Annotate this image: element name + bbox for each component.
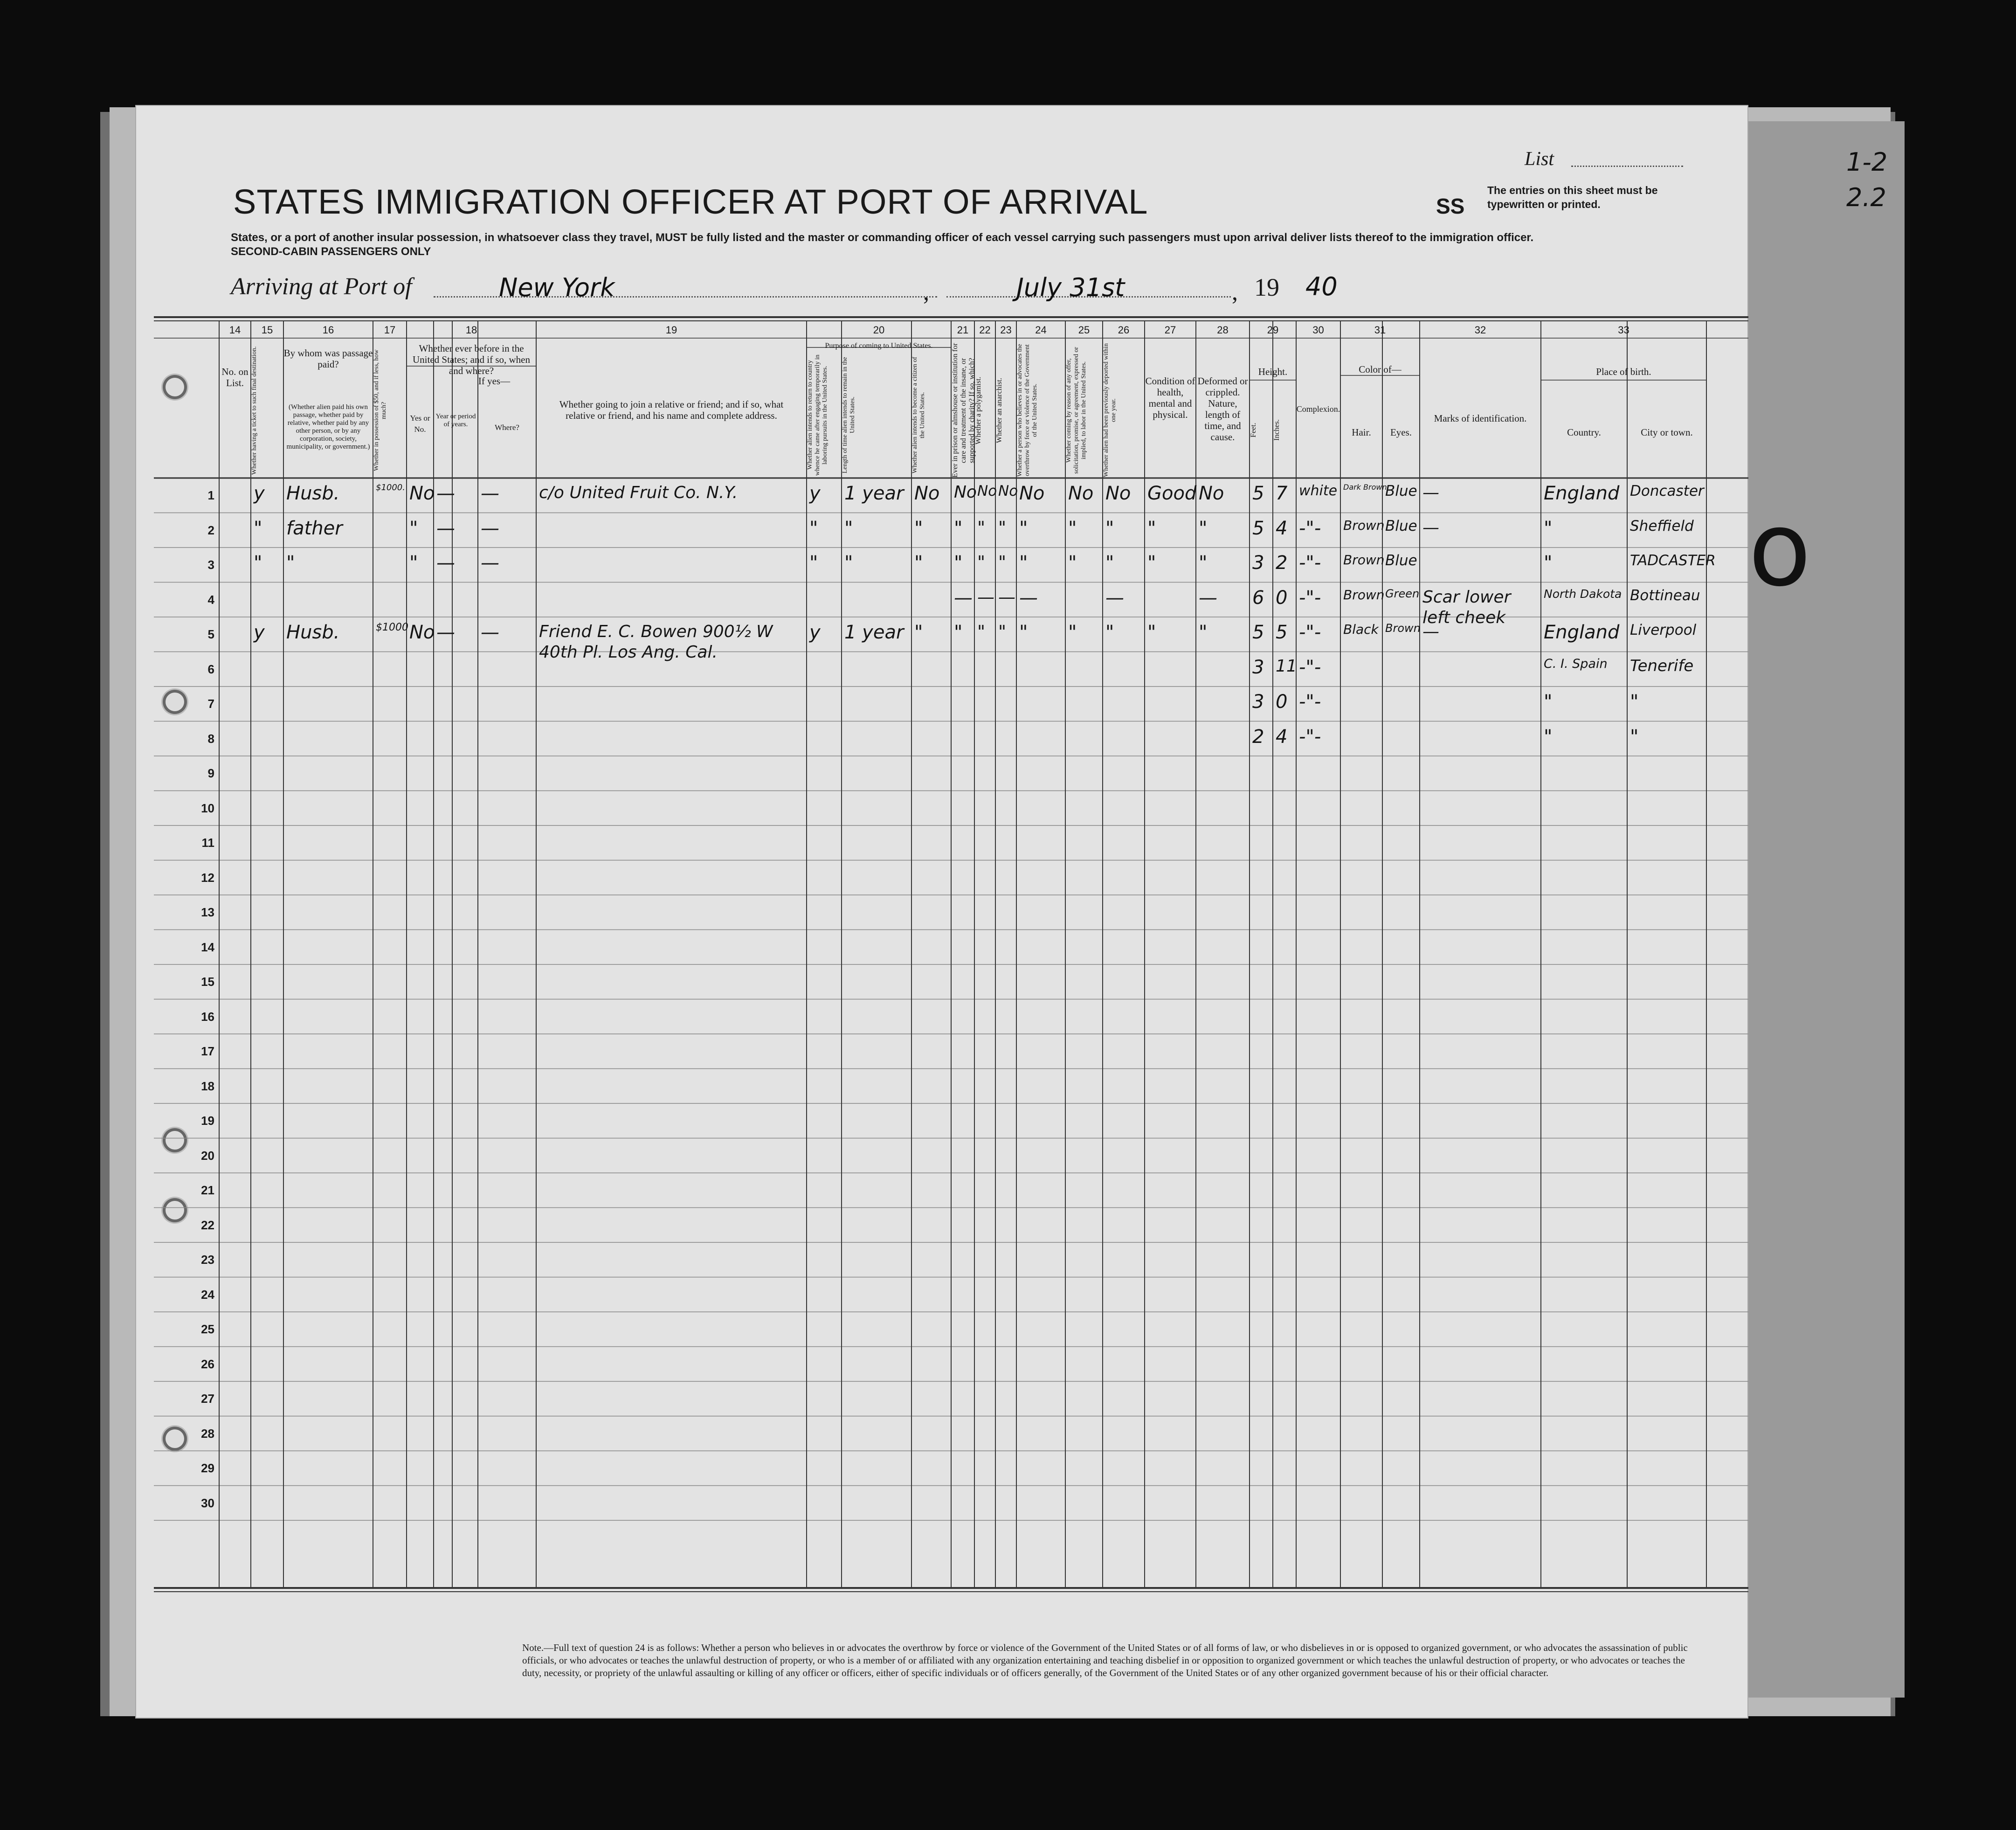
cell-ft: 5	[1252, 622, 1264, 643]
cell-p1: "	[809, 517, 818, 539]
cell-eyes: Blue	[1385, 552, 1417, 569]
header-polygamist: Whether a polygamist.	[974, 376, 982, 444]
cell-before: No	[409, 622, 435, 643]
row-number: 30	[201, 1496, 214, 1510]
cell-paid: father	[286, 517, 343, 539]
manifest-sheet	[135, 105, 1748, 1719]
cell-comp: -"-	[1299, 622, 1321, 643]
cell-c24: No	[1019, 483, 1045, 504]
list-label: List	[1525, 148, 1554, 170]
cell-c26: "	[1105, 517, 1114, 539]
cell-cond: "	[1147, 622, 1156, 643]
cell-eyes: Blue	[1385, 483, 1417, 499]
row-number: 26	[201, 1357, 214, 1371]
edge-handwritten-number: 1-2 2.2	[1846, 147, 1888, 212]
header-col24: Whether a person who believes in or advocates the overthrow by force or violence of the Government of the United States.	[1016, 344, 1038, 477]
row-number: 7	[207, 697, 214, 711]
column-number: 21	[957, 324, 969, 336]
row-number: 28	[201, 1426, 214, 1441]
cell-marks: —	[1422, 483, 1439, 502]
header-col21: Ever in prison or almshouse or institution for care and treatment of the insane, or supported by charity? If so, which?	[951, 343, 976, 478]
cell-ticket: y	[254, 622, 265, 643]
edge-handwritten-letter: o	[1748, 490, 1811, 609]
cell-ft: 5	[1252, 483, 1264, 504]
column-number: 24	[1035, 324, 1047, 336]
cell-c23: "	[998, 622, 1007, 642]
cell-city: Liverpool	[1630, 622, 1697, 638]
cell-c26: —	[1105, 587, 1124, 609]
date-value: July 31st	[1016, 273, 1125, 302]
cell-before: "	[409, 517, 418, 539]
cell-money: $1000	[376, 622, 408, 633]
row-number: 22	[201, 1218, 214, 1232]
header-height: Height.	[1258, 366, 1288, 377]
cell-c22: "	[977, 517, 986, 538]
header-deformed: Deformed or crippled. Nature, length of time, and cause.	[1197, 375, 1248, 443]
cell-paid: Husb.	[286, 622, 340, 643]
cell-country: England	[1544, 483, 1620, 504]
cell-cond: "	[1147, 517, 1156, 539]
cell-c24: "	[1019, 552, 1028, 574]
header-condition: Condition of health, mental and physical.	[1145, 375, 1195, 420]
cell-where: —	[481, 483, 499, 504]
cell-p2: 1 year	[844, 622, 904, 643]
cell-yr: —	[436, 517, 455, 539]
cell-comp: -"-	[1299, 517, 1321, 539]
row-number: 21	[201, 1183, 214, 1197]
cell-ft: 6	[1252, 587, 1264, 609]
cell-c21: "	[954, 552, 963, 574]
cell-p2: "	[844, 517, 853, 539]
cell-comp: white	[1299, 483, 1338, 499]
cell-p3: "	[914, 622, 923, 643]
cell-c26: No	[1105, 483, 1131, 504]
entries-note: The entries on this sheet must be typewritten or printed.	[1487, 184, 1658, 210]
second-cabin-label: SECOND-CABIN PASSENGERS ONLY	[231, 245, 431, 258]
cell-where: —	[481, 552, 499, 574]
cell-c23: "	[998, 552, 1007, 572]
column-number: 31	[1374, 324, 1386, 336]
column-number: 26	[1118, 324, 1130, 336]
cell-eyes: Green	[1385, 587, 1420, 600]
cell-in: 4	[1276, 726, 1288, 748]
header-ticket: Whether having a ticket to such final destination.	[251, 346, 258, 475]
comma: ,	[923, 279, 929, 305]
cell-p3: "	[914, 517, 923, 539]
header-purpose-1: Whether alien intends to return to country whence he came after engaging temporarily in laboring pursuits in the United States.	[807, 354, 828, 476]
cell-ft: 5	[1252, 517, 1264, 539]
cell-def: —	[1199, 587, 1217, 609]
cell-in: 7	[1276, 483, 1288, 504]
cell-c22: No	[977, 483, 997, 499]
cell-marks: —	[1422, 518, 1439, 537]
cell-city: Doncaster	[1630, 483, 1704, 499]
column-number: 14	[229, 324, 241, 336]
header-feet: Feet.	[1250, 423, 1257, 438]
cell-city: Bottineau	[1630, 587, 1700, 604]
column-number: 25	[1078, 324, 1090, 336]
cell-p1: "	[809, 552, 818, 574]
cell-ft: 3	[1252, 552, 1264, 574]
cell-in: 0	[1276, 691, 1288, 713]
column-number: 27	[1164, 324, 1176, 336]
cell-comp: -"-	[1299, 726, 1321, 748]
right-underlying-sheet	[1744, 121, 1905, 1698]
cell-money: $1000.	[376, 483, 405, 492]
cell-c23: No	[998, 483, 1018, 499]
row-number: 27	[201, 1392, 214, 1406]
cell-country: England	[1544, 622, 1620, 643]
row-number: 8	[207, 731, 214, 746]
cell-yr: —	[436, 483, 455, 504]
cell-c21: No	[954, 483, 977, 502]
cell-country: "	[1544, 517, 1553, 539]
cell-p1: y	[809, 622, 821, 643]
header-anarchist: Whether an anarchist.	[995, 378, 1003, 443]
column-number: 19	[665, 324, 677, 336]
row-number: 20	[201, 1148, 214, 1163]
cell-country: "	[1544, 726, 1553, 748]
row-number: 5	[207, 627, 214, 641]
cell-c25: "	[1068, 517, 1077, 539]
cell-comp: -"-	[1299, 587, 1321, 609]
arriving-label: Arriving at Port of	[231, 273, 412, 300]
cell-in: 11	[1276, 656, 1297, 676]
cell-eyes: Brown	[1385, 622, 1421, 635]
header-year-period: Year or period of years.	[435, 413, 476, 428]
header-hair: Hair.	[1352, 427, 1371, 438]
cell-c21: "	[954, 517, 963, 539]
row-number: 2	[207, 523, 214, 537]
cell-c26: "	[1105, 622, 1114, 643]
row-number: 1	[207, 488, 214, 502]
header-col26: Whether alien had been previously deported within one year.	[1103, 343, 1117, 478]
header-purpose: Purpose of coming to United States.	[825, 342, 933, 350]
cell-c25: "	[1068, 552, 1077, 574]
cell-city: "	[1630, 691, 1639, 713]
cell-eyes: Blue	[1385, 517, 1417, 534]
header-relative: Whether going to join a relative or friend; and if so, what relative or friend, and his name and complete address.	[559, 399, 784, 421]
cell-where: —	[481, 622, 499, 643]
column-number: 28	[1217, 324, 1229, 336]
row-number: 25	[201, 1322, 214, 1336]
cell-p3: "	[914, 552, 923, 574]
header-marks: Marks of identification.	[1434, 413, 1527, 424]
cell-p2: "	[844, 552, 853, 574]
cell-in: 2	[1276, 552, 1288, 574]
column-number: 22	[979, 324, 991, 336]
cell-before: No	[409, 483, 435, 504]
row-number: 13	[201, 905, 214, 919]
row-number: 3	[207, 558, 214, 572]
header-passage-paid: By whom was passage paid?	[283, 347, 373, 370]
header-color-of: Color of—	[1359, 364, 1402, 375]
header-col25: Whether coming by reason of any offer, solicitation, promise, or agreement, expressed or implied, to labor in the United States.	[1065, 347, 1087, 474]
ss-mark: SS	[1436, 194, 1465, 218]
cell-ticket: "	[254, 552, 262, 574]
cell-before: "	[409, 552, 418, 574]
header-where: Where?	[495, 423, 519, 432]
row-number: 11	[201, 836, 214, 850]
column-number: 15	[261, 324, 273, 336]
cell-c22: "	[977, 622, 986, 642]
cell-yr: —	[436, 622, 455, 643]
cell-hair: Dark Brown	[1343, 483, 1387, 492]
cell-ft: 3	[1252, 691, 1264, 713]
instructions-text: States, or a port of another insular possession, in whatsoever class they travel, MUST be fully listed and the master or commanding officer of each vessel carrying such passengers must upon arrival deliver lists thereof to the immigration officer.	[231, 231, 1534, 244]
cell-comp: -"-	[1299, 656, 1321, 678]
cell-in: 0	[1276, 587, 1288, 609]
row-number: 23	[201, 1253, 214, 1267]
header-money: Whether in possession of $50, and if less, how much?	[373, 349, 387, 471]
row-number: 18	[201, 1079, 214, 1093]
cell-country: "	[1544, 691, 1553, 713]
header-eyes: Eyes.	[1390, 427, 1412, 438]
cell-marks: Scar lower left cheek	[1422, 587, 1511, 627]
column-number: 29	[1267, 324, 1279, 336]
header-country: Country.	[1567, 427, 1601, 438]
cell-hair: Brown	[1343, 587, 1385, 603]
header-before-in-us: Whether ever before in the United States; and if so, when and where?	[413, 343, 530, 376]
cell-comp: -"-	[1299, 691, 1321, 713]
cell-ticket: y	[254, 483, 265, 504]
cell-country: "	[1544, 552, 1553, 574]
footnote: Note.—Full text of question 24 is as follows: Whether a person who believes in or advocates the overthrow by force or violence of the Government of the United States or of all forms of law, or who disbelieves in or is opposed to organized government, or who advocates the assassination of public officials, or who advocates or teaches the unlawful destruction of property, or who is a member of or affiliated with any organization entertaining and teaching disbelief in or opposition to organized government or which teaches the unlawful destruction of property, or who advocates or teaches the duty, necessity, or propriety of the unlawful assaulting or killing of any officer or officers, either of specific individuals or of officers generally, of the Government of the United States or of any other organized government because of his or their official character.	[522, 1642, 1688, 1678]
header-complexion: Complexion.	[1296, 404, 1340, 414]
column-number: 23	[1000, 324, 1012, 336]
header-inches: Inches.	[1273, 419, 1281, 441]
header-passage-paid-note: (Whether alien paid his own passage, whether paid by relative, whether paid by any other person, or by any corporation, society, municipality, or government.)	[286, 403, 370, 451]
cell-hair: Brown	[1343, 552, 1385, 568]
cell-ft: 2	[1252, 726, 1264, 748]
cell-yr: —	[436, 552, 455, 574]
column-number: 17	[384, 324, 396, 336]
cell-def: "	[1199, 517, 1208, 539]
cell-c23: —	[998, 587, 1015, 607]
cell-city: Tenerife	[1630, 656, 1694, 675]
year-printed: 19	[1254, 273, 1279, 301]
cell-p1: y	[809, 483, 821, 504]
cell-p2: 1 year	[844, 483, 904, 504]
cell-c21: —	[954, 587, 973, 609]
row-number: 14	[201, 940, 214, 954]
column-number: 32	[1474, 324, 1486, 336]
cell-where: —	[481, 517, 499, 539]
row-number: 16	[201, 1009, 214, 1024]
cell-in: 5	[1276, 622, 1288, 643]
port-value: New York	[499, 273, 615, 302]
cell-relative: Friend E. C. Bowen 900½ W 40th Pl. Los Ang. Cal.	[539, 622, 773, 662]
cell-def: No	[1199, 483, 1224, 504]
cell-c23: "	[998, 517, 1007, 538]
cell-in: 4	[1276, 517, 1288, 539]
header-yes-or-no: Yes or No.	[410, 414, 430, 434]
cell-cond: "	[1147, 552, 1156, 574]
cell-hair: Brown	[1343, 517, 1385, 533]
column-number: 33	[1618, 324, 1629, 336]
cell-c26: "	[1105, 552, 1114, 574]
column-number: 20	[873, 324, 885, 336]
row-number: 9	[207, 766, 214, 780]
header-purpose-3: Whether alien intends to become a citizen of the United States.	[911, 357, 926, 473]
column-number: 18	[465, 324, 477, 336]
page-title: STATES IMMIGRATION OFFICER AT PORT OF ARRIVAL	[233, 182, 1148, 221]
cell-paid: "	[286, 552, 295, 574]
cell-country: C. I. Spain	[1544, 656, 1608, 671]
year-handwritten: 40	[1305, 272, 1338, 301]
cell-c21: "	[954, 622, 963, 643]
column-number: 30	[1312, 324, 1324, 336]
cell-city: "	[1630, 726, 1639, 748]
cell-cond: Good	[1147, 483, 1197, 504]
header-no-on-list: No. on List.	[221, 366, 249, 388]
row-number: 12	[201, 870, 214, 885]
cell-paid: Husb.	[286, 483, 340, 504]
cell-p3: No	[914, 483, 940, 504]
cell-c22: "	[977, 552, 986, 572]
cell-ticket: "	[254, 517, 262, 539]
cell-c22: —	[977, 587, 994, 607]
header-purpose-2: Length of time alien intends to remain in the United States.	[842, 357, 856, 473]
cell-c24: "	[1019, 622, 1028, 643]
cell-def: "	[1199, 622, 1208, 643]
row-number: 24	[201, 1287, 214, 1302]
cell-marks: —	[1422, 622, 1439, 641]
cell-city: TADCASTER	[1630, 552, 1716, 569]
row-number: 19	[201, 1114, 214, 1128]
row-number: 15	[201, 975, 214, 989]
header-place-of-birth: Place of birth.	[1596, 366, 1651, 377]
cell-ft: 3	[1252, 656, 1264, 678]
cell-city: Sheffield	[1630, 517, 1694, 534]
row-number: 17	[201, 1044, 214, 1058]
cell-c25: No	[1068, 483, 1094, 504]
cell-c25: "	[1068, 622, 1077, 643]
column-number: 16	[322, 324, 334, 336]
cell-c24: "	[1019, 517, 1028, 539]
row-number: 4	[207, 592, 214, 607]
row-number: 29	[201, 1461, 214, 1475]
header-city: City or town.	[1641, 427, 1693, 438]
cell-c24: —	[1019, 587, 1038, 609]
cell-relative: c/o United Fruit Co. N.Y.	[539, 483, 738, 502]
cell-hair: Black	[1343, 622, 1379, 637]
row-number: 6	[207, 662, 214, 676]
cell-country: North Dakota	[1544, 587, 1622, 601]
cell-comp: -"-	[1299, 552, 1321, 574]
header-if-yes: If yes—	[478, 375, 511, 387]
comma: ,	[1232, 279, 1238, 305]
row-number: 10	[201, 801, 214, 815]
cell-def: "	[1199, 552, 1208, 574]
